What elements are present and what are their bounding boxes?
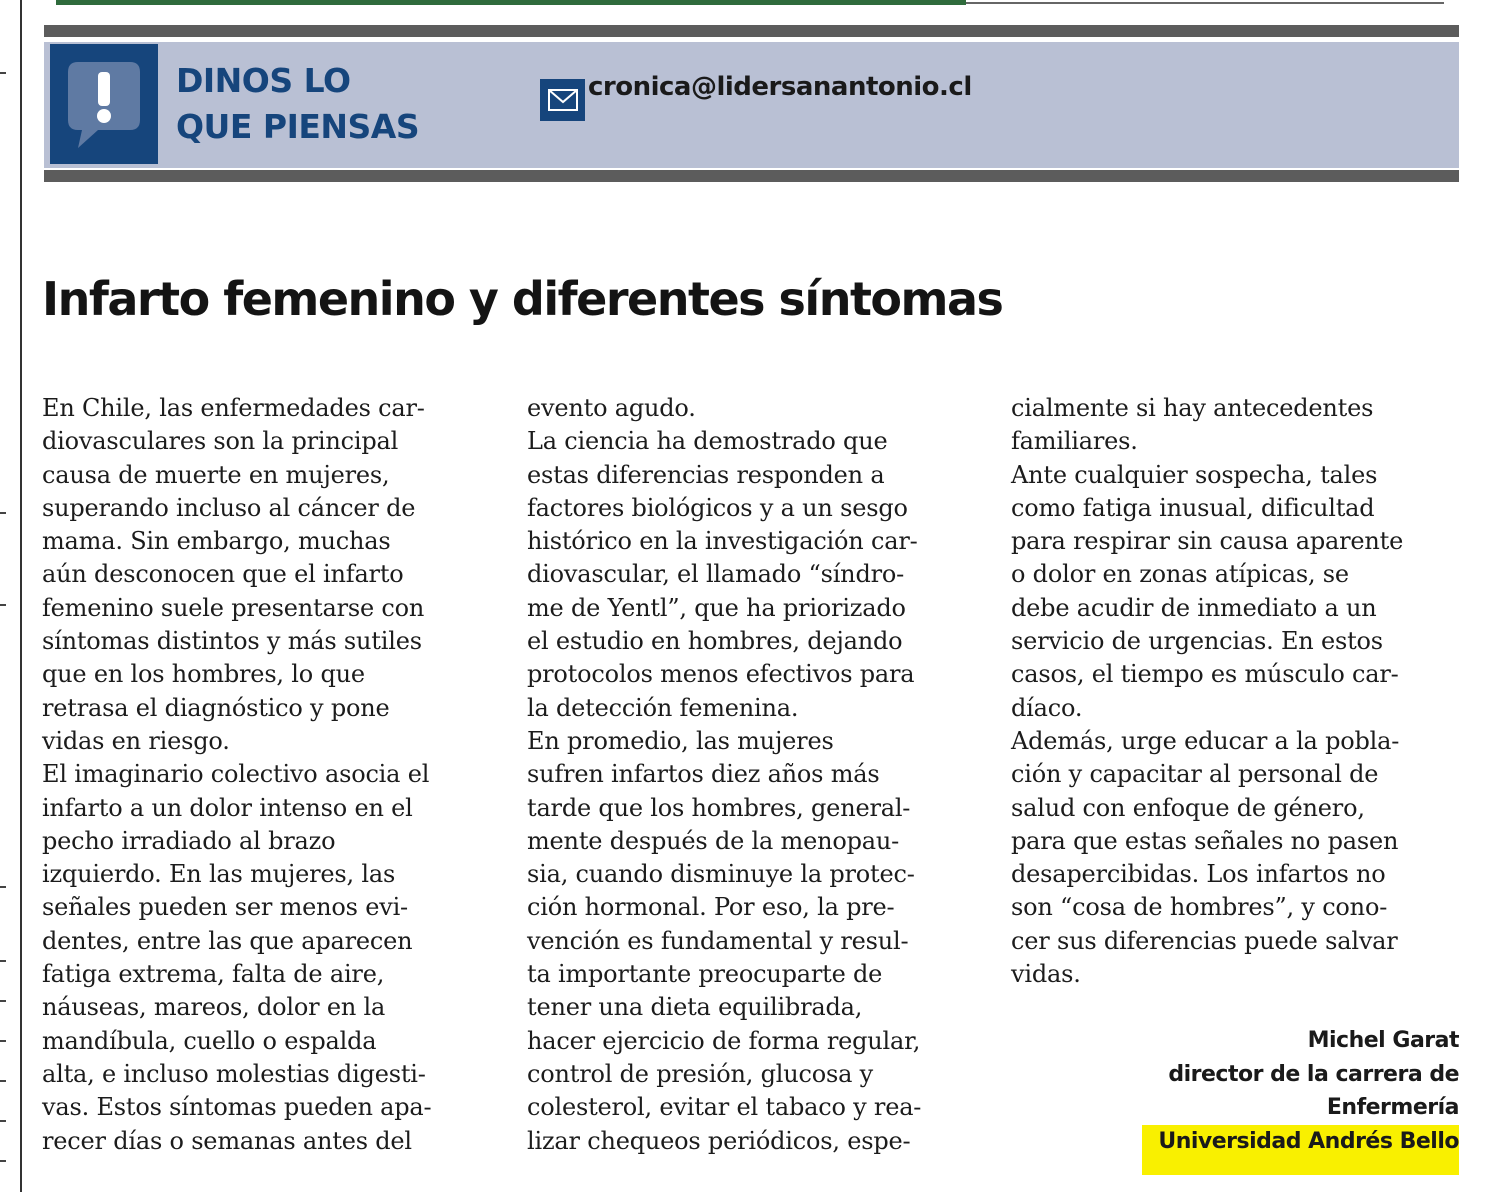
article-text-line: cialmente si hay antecedentes: [1011, 394, 1374, 422]
page-edge-rule: [20, 0, 22, 1192]
article-column-3: [1011, 392, 1471, 991]
article-text-line: debe acudir de inmediato a un: [1011, 593, 1377, 622]
banner-title: [176, 58, 476, 150]
article-text-line: En promedio, las mujeres: [527, 726, 834, 755]
top-accent-bar: [56, 0, 966, 5]
article-text-line: histórico en la investigación car-: [527, 527, 918, 556]
author-institution: Universidad Andrés Bello: [1142, 1125, 1459, 1175]
article-text-line: causa de muerte en mujeres,: [42, 460, 390, 489]
article-text-line: pecho irradiado al brazo: [42, 826, 336, 855]
article-text-line: tarde que los hombres, general-: [527, 793, 911, 822]
envelope-icon: [540, 79, 585, 121]
article-text-line: síntomas distintos y más sutiles: [42, 627, 422, 656]
article-text-line: diovascular, el llamado “síndro-: [527, 560, 905, 589]
article-text-line: ta importante preocuparte de: [527, 960, 883, 989]
banner-top-rule: [44, 25, 1459, 37]
article-column-2: [527, 392, 987, 1158]
author-role-line-1: director de la carrera de: [1168, 1061, 1459, 1087]
article-text-line: retrasa el diagnóstico y pone: [42, 693, 390, 722]
top-thin-rule: [966, 2, 1444, 4]
article-text-line: En Chile, las enfermedades car-: [42, 394, 425, 422]
author-signature: [1142, 1024, 1459, 1158]
article-text-line: sia, cuando disminuye la protec-: [527, 860, 915, 889]
article-text-line: superando incluso al cáncer de: [42, 493, 416, 522]
author-role-line-2: Enfermería: [1326, 1095, 1459, 1120]
article-text-line: son “cosa de hombres”, y cono-: [1011, 893, 1388, 922]
article-text-line: tener una dieta equilibrada,: [527, 993, 863, 1022]
page-edge-marks: [0, 0, 10, 1192]
article-text-line: factores biológicos y a un sesgo: [527, 493, 908, 522]
article-text-line: hacer ejercicio de forma regular,: [527, 1026, 921, 1055]
article-text-line: femenino suele presentarse con: [42, 593, 425, 622]
contact-email-link[interactable]: cronica@lidersanantonio.cl: [588, 72, 972, 102]
article-text-line: control de presión, glucosa y: [527, 1059, 874, 1088]
article-text-line: infarto a un dolor intenso en el: [42, 793, 413, 822]
alert-icon-box: [50, 44, 158, 164]
article-text-line: familiares.: [1011, 427, 1138, 456]
article-text-line: evento agudo.: [527, 394, 696, 422]
banner-bottom-rule: [44, 170, 1459, 182]
article-text-line: como fatiga inusual, dificultad: [1011, 493, 1375, 522]
article-text-line: izquierdo. En las mujeres, las: [42, 860, 396, 889]
article-text-line: Además, urge educar a la pobla-: [1011, 726, 1400, 755]
article-text-line: díaco.: [1011, 693, 1083, 722]
article-text-line: recer días o semanas antes del: [42, 1126, 412, 1155]
article-text-line: ción y capacitar al personal de: [1011, 760, 1379, 789]
article-headline: Infarto femenino y diferentes síntomas: [42, 272, 1003, 326]
article-text-line: para que estas señales no pasen: [1011, 826, 1399, 855]
article-text-line: protocolos menos efectivos para: [527, 660, 915, 689]
article-text-line: señales pueden ser menos evi-: [42, 893, 408, 922]
article-text-line: desapercibidas. Los infartos no: [1011, 860, 1386, 889]
article-text-line: que en los hombres, lo que: [42, 660, 365, 689]
article-text-line: El imaginario colectivo asocia el: [42, 760, 430, 789]
article-text-line: el estudio en hombres, dejando: [527, 627, 903, 656]
article-text-line: vidas en riesgo.: [42, 726, 230, 755]
banner-title-line-2: QUE PIENSAS: [176, 107, 420, 146]
article-text-line: servicio de urgencias. En estos: [1011, 627, 1383, 656]
article-text-line: diovasculares son la principal: [42, 427, 399, 456]
article-text-line: la detección femenina.: [527, 693, 799, 722]
article-text-line: lizar chequeos periódicos, espe-: [527, 1126, 911, 1155]
article-text-line: vidas.: [1011, 960, 1081, 989]
article-text-line: mente después de la menopau-: [527, 826, 900, 855]
article-text-line: cer sus diferencias puede salvar: [1011, 926, 1398, 955]
article-column-1: [42, 392, 502, 1158]
article-text-line: sufren infartos diez años más: [527, 760, 880, 789]
article-text-line: alta, e incluso molestias digesti-: [42, 1059, 426, 1088]
article-text-line: salud con enfoque de género,: [1011, 793, 1365, 822]
article-text-line: ción hormonal. Por eso, la pre-: [527, 893, 895, 922]
article-text-line: vención es fundamental y resul-: [527, 926, 909, 955]
article-text-line: La ciencia ha demostrado que: [527, 427, 888, 456]
article-text-line: mama. Sin embargo, muchas: [42, 527, 391, 556]
exclamation-speech-bubble-icon: [64, 58, 144, 152]
article-text-line: náuseas, mareos, dolor en la: [42, 993, 386, 1022]
author-name: Michel Garat: [1307, 1028, 1459, 1053]
article-text-line: Ante cualquier sospecha, tales: [1011, 460, 1378, 489]
article-text-line: mandíbula, cuello o espalda: [42, 1026, 377, 1055]
banner-title-line-1: DINOS LO: [176, 61, 351, 100]
article-text-line: estas diferencias responden a: [527, 460, 885, 489]
article-text-line: dentes, entre las que aparecen: [42, 926, 413, 955]
article-text-line: casos, el tiempo es músculo car-: [1011, 660, 1399, 689]
article-text-line: me de Yentl”, que ha priorizado: [527, 593, 906, 622]
article-text-line: vas. Estos síntomas pueden apa-: [42, 1093, 432, 1122]
article-text-line: o dolor en zonas atípicas, se: [1011, 560, 1349, 589]
article-text-line: colesterol, evitar el tabaco y rea-: [527, 1093, 922, 1122]
article-text-line: aún desconocen que el infarto: [42, 560, 404, 589]
article-text-line: fatiga extrema, falta de aire,: [42, 960, 385, 989]
article-text-line: para respirar sin causa aparente: [1011, 527, 1404, 556]
